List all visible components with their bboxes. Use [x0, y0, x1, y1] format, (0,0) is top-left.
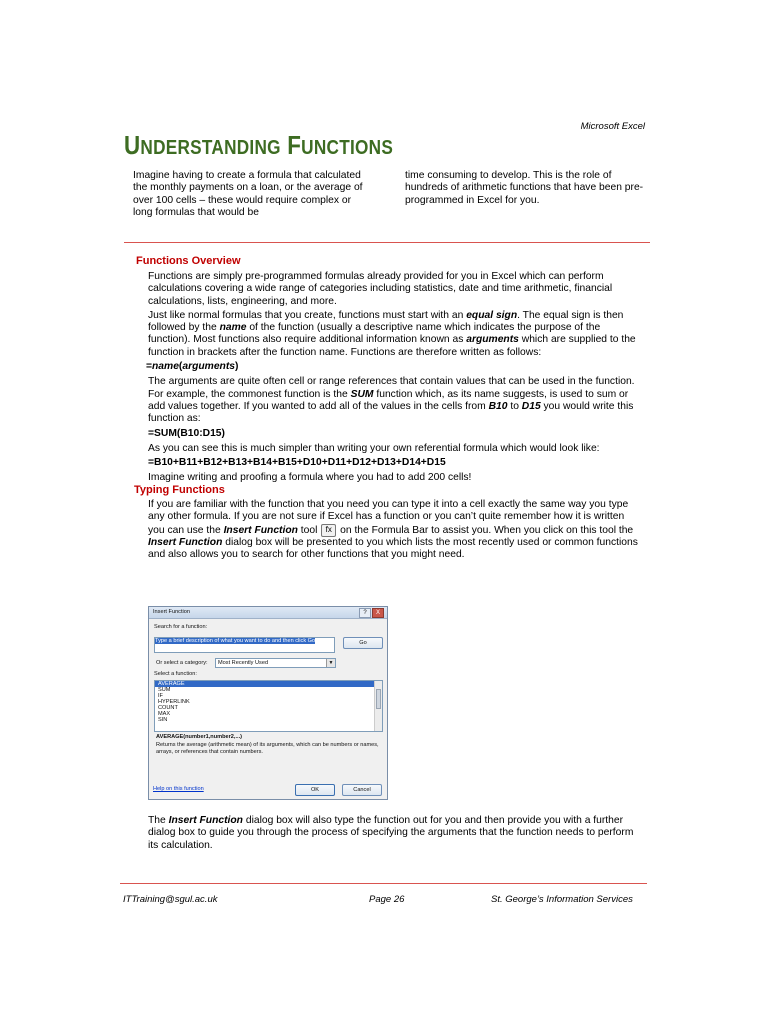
help-on-function-link[interactable]: Help on this function	[153, 786, 204, 792]
header-app-name: Microsoft Excel	[580, 121, 645, 132]
list-scrollbar[interactable]	[374, 681, 382, 731]
intro-left-column: Imagine having to create a formula that calculated the monthly payments on a loan, or the average of over 100 cells – these would require complex or long formulas that would be	[133, 170, 363, 219]
overview-paragraph: Functions are simply pre-programmed formulas already provided for you in Excel which can perform calculations covering a wide range of categories including statistics, date and time arithmetic, financial calculations, lists, engineering, and more.	[148, 271, 613, 307]
typing-functions-body: If you are familiar with the function that you need you can type it into a cell exactly the same way you type any other formula. If you are not sure if Excel has a function or you can’t quite remember how it is written you can use the Insert Function tool fx on the Formula Bar to assist you. When you click on this tool the Insert Function dialog box will be presented to you which lists the most recently used or common functions and also allows you to search for other functions that you might need.	[148, 499, 638, 561]
list-item[interactable]: SUM	[158, 687, 171, 693]
cancel-button[interactable]: Cancel	[342, 784, 382, 796]
function-list[interactable]	[154, 680, 383, 732]
list-item[interactable]: IF	[158, 693, 163, 699]
close-icon[interactable]: X	[372, 608, 384, 618]
footer-email: ITTraining@sgul.ac.uk	[123, 894, 218, 905]
dialog-title: Insert Function	[153, 609, 190, 615]
list-item[interactable]: COUNT	[158, 705, 178, 711]
list-item[interactable]: SIN	[158, 717, 168, 723]
footer-divider	[120, 883, 647, 884]
intro-right-column: time consuming to develop. This is the role of hundreds of arithmetic functions that have been pre-programmed in Excel for you.	[405, 170, 644, 206]
overview-paragraph: Imagine writing and proofing a formula where you had to add 200 cells!	[148, 472, 472, 484]
dialog-title-bar	[149, 607, 387, 619]
list-item[interactable]: HYPERLINK	[158, 699, 190, 705]
typing-functions-heading: Typing Functions	[134, 484, 225, 496]
functions-overview-heading: Functions Overview	[136, 255, 241, 267]
overview-paragraph: As you can see this is much simpler than writing your own referential formula which would look like:	[148, 442, 600, 454]
help-icon[interactable]: ?	[359, 608, 371, 618]
category-label: Or select a category:	[156, 660, 208, 666]
insert-function-icon: fx	[321, 524, 336, 537]
insert-function-dialog	[148, 606, 388, 800]
function-signature: AVERAGE(number1,number2,...)	[156, 734, 242, 740]
function-description: Returns the average (arithmetic mean) of its arguments, which can be numbers or names, arrays, or references that contain numbers.	[156, 742, 379, 755]
list-item[interactable]: MAX	[158, 711, 171, 717]
ok-button[interactable]: OK	[295, 784, 335, 796]
overview-paragraph: The arguments are quite often cell or range references that contain values that can be used in the function. For example, the commonest function is the SUM function which, as its name suggests, is used to sum or add values together. If you wanted to add all of the values in the cells from B10 to D15 you would write this function as:	[148, 376, 635, 425]
functions-overview-body	[148, 271, 640, 487]
chevron-down-icon: ▼	[326, 659, 335, 667]
page-title: UNDERSTANDING FUNCTIONS	[124, 130, 394, 160]
sum-formula-example: =SUM(B10:D15)	[148, 427, 225, 439]
select-function-label: Select a function:	[154, 671, 197, 677]
search-input[interactable]: Type a brief description of what you want to do and then click Go	[154, 637, 335, 653]
function-syntax: =name(arguments)	[146, 361, 239, 373]
footer-page-number: Page 26	[369, 894, 405, 905]
overview-paragraph: Just like normal formulas that you create, functions must start with an equal sign. The equal sign is then followed by the name of the function (usually a descriptive name which indicates the purpose of the function). Most functions also require additional information known as arguments which are supplied to the function in brackets after the function name. Functions are therefore written as follows:	[148, 309, 636, 358]
category-select[interactable]: Most Recently Used ▼	[215, 658, 336, 668]
search-label: Search for a function:	[154, 624, 208, 630]
go-button[interactable]: Go	[343, 637, 383, 649]
closing-paragraph: The Insert Function dialog box will also type the function out for you and then provide you with a further dialog box to guide you through the process of specifying the arguments that the function needs to perform its calculation.	[148, 815, 634, 851]
long-formula-example: =B10+B11+B12+B13+B14+B15+D10+D11+D12+D13+D14+D15	[148, 457, 446, 469]
top-divider	[124, 242, 650, 243]
list-item[interactable]: AVERAGE	[155, 681, 382, 687]
footer-organisation: St. George’s Information Services	[491, 894, 633, 905]
